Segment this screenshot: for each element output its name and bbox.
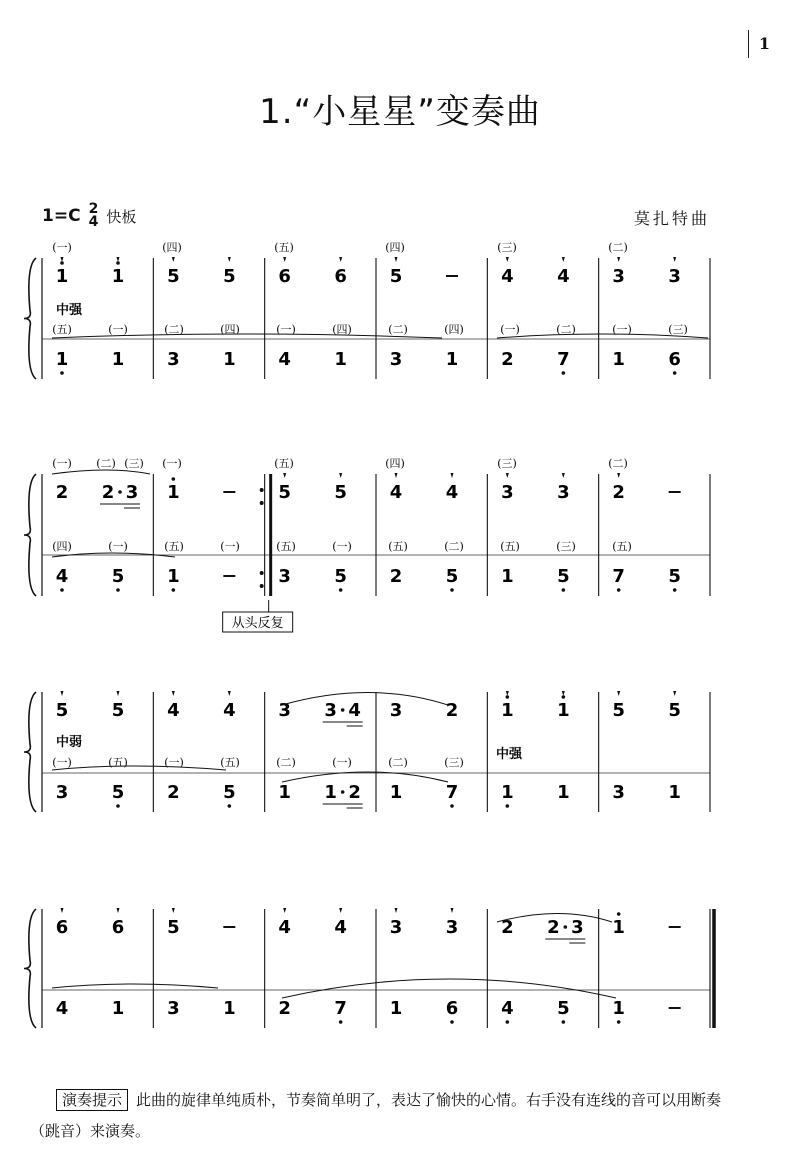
octave-down-dot bbox=[60, 371, 64, 375]
left-hand-note: 2 bbox=[389, 566, 403, 587]
left-hand-note: 3 bbox=[612, 782, 625, 803]
left-hand-note: 6 bbox=[445, 998, 459, 1019]
dynamic-marking: 中弱 bbox=[56, 735, 83, 750]
left-hand-fingering: (一) bbox=[52, 756, 72, 769]
right-hand-note: 4 bbox=[348, 700, 361, 721]
dotted-rhythm-dot bbox=[341, 790, 345, 794]
left-hand-fingering: (一) bbox=[612, 323, 632, 336]
octave-down-dot bbox=[228, 804, 232, 808]
left-hand-note: 1 bbox=[111, 349, 125, 370]
left-hand-note: 7 bbox=[557, 349, 570, 370]
staccato-mark bbox=[562, 691, 565, 696]
octave-down-dot bbox=[450, 588, 454, 592]
system-brace bbox=[24, 474, 36, 596]
staccato-mark bbox=[283, 257, 286, 262]
left-hand-fingering: (四) bbox=[332, 323, 352, 336]
tips-text: 此曲的旋律单纯质朴，节奏简单明了，表达了愉快的心情。右手没有连线的音可以用断奏（跳音）来演奏。 bbox=[30, 1091, 722, 1140]
left-hand-note: 5 bbox=[111, 566, 125, 587]
left-hand-note: 1 bbox=[501, 782, 514, 803]
right-hand-fingering: (二) bbox=[96, 457, 116, 470]
staccato-mark bbox=[506, 473, 509, 478]
staccato-mark bbox=[339, 908, 342, 913]
dynamic-marking: 中强 bbox=[56, 303, 83, 318]
right-hand-note: 3 bbox=[125, 482, 139, 503]
left-hand-note: 2 bbox=[278, 998, 291, 1019]
left-hand-note: 1 bbox=[501, 566, 514, 587]
right-hand-note: 4 bbox=[501, 266, 514, 287]
left-hand-fingering: (一) bbox=[500, 323, 520, 336]
right-hand-note: 1 bbox=[612, 917, 625, 938]
staccato-mark bbox=[506, 691, 509, 696]
right-hand-note: 3 bbox=[445, 917, 459, 938]
right-hand-fingering: (一) bbox=[52, 457, 72, 470]
left-hand-note: 7 bbox=[445, 782, 459, 803]
right-hand-note: 3 bbox=[501, 482, 514, 503]
right-hand-note: 6 bbox=[111, 917, 125, 938]
left-hand-fingering: (二) bbox=[388, 756, 408, 769]
right-hand-note: 6 bbox=[55, 917, 69, 938]
octave-down-dot bbox=[116, 804, 120, 808]
left-hand-fingering: (五) bbox=[276, 540, 296, 553]
slur bbox=[282, 772, 448, 782]
left-hand-fingering: (五) bbox=[164, 540, 184, 553]
octave-down-dot bbox=[172, 588, 176, 592]
right-hand-note: 4 bbox=[167, 700, 180, 721]
right-hand-note: 2 bbox=[101, 482, 115, 503]
left-hand-fingering: (四) bbox=[52, 540, 72, 553]
right-hand-note: 4 bbox=[334, 917, 347, 938]
staccato-mark bbox=[562, 473, 565, 478]
octave-down-dot bbox=[450, 804, 454, 808]
staccato-mark bbox=[617, 257, 620, 262]
octave-down-dot bbox=[562, 588, 566, 592]
left-hand-note: 3 bbox=[278, 566, 291, 587]
right-hand-fingering: (四) bbox=[162, 241, 182, 254]
octave-down-dot bbox=[506, 1020, 510, 1024]
right-hand-note: 5 bbox=[111, 700, 125, 721]
right-hand-fingering: (四) bbox=[385, 241, 405, 254]
system-brace bbox=[24, 692, 36, 812]
left-hand-fingering: (二) bbox=[556, 323, 576, 336]
right-hand-note: 4 bbox=[223, 700, 236, 721]
right-hand-note: 1 bbox=[55, 266, 69, 287]
left-hand-note: 1 bbox=[334, 349, 347, 370]
repeat-dot bbox=[260, 571, 264, 575]
repeat-dot bbox=[260, 584, 264, 588]
left-hand-note: 5 bbox=[668, 566, 681, 587]
repeat-dot bbox=[260, 488, 264, 492]
left-hand-note: 1 bbox=[389, 782, 403, 803]
left-hand-fingering: (二) bbox=[164, 323, 184, 336]
left-hand-fingering: (四) bbox=[220, 323, 240, 336]
right-hand-note: 4 bbox=[445, 482, 459, 503]
left-hand-note: 1 bbox=[324, 782, 337, 803]
right-hand-note: 2 bbox=[445, 700, 459, 721]
staccato-mark bbox=[61, 908, 64, 913]
left-hand-fingering: (三) bbox=[444, 756, 464, 769]
left-hand-fingering: (二) bbox=[276, 756, 296, 769]
performance-tips bbox=[30, 1085, 730, 1147]
right-hand-note: 2 bbox=[612, 482, 625, 503]
right-hand-note: 3 bbox=[612, 266, 625, 287]
right-hand-note: 1 bbox=[557, 700, 570, 721]
staccato-mark bbox=[117, 691, 120, 696]
time-top: 2 bbox=[88, 201, 99, 217]
left-hand-fingering: (三) bbox=[668, 323, 688, 336]
staccato-mark bbox=[562, 257, 565, 262]
staccato-mark bbox=[228, 691, 231, 696]
left-hand-note: 5 bbox=[557, 998, 570, 1019]
right-hand-fingering: (二) bbox=[608, 241, 628, 254]
left-hand-fingering: (五) bbox=[388, 540, 408, 553]
left-hand-note: 2 bbox=[501, 349, 514, 370]
octave-down-dot bbox=[617, 1020, 621, 1024]
left-hand-fingering: (二) bbox=[444, 540, 464, 553]
left-hand-note: 7 bbox=[612, 566, 625, 587]
page-title: 1.“小星星”变奏曲 bbox=[259, 92, 541, 132]
staccato-mark bbox=[451, 908, 454, 913]
dynamic-marking: 中强 bbox=[496, 747, 523, 762]
octave-down-dot bbox=[562, 1020, 566, 1024]
left-hand-note: 2 bbox=[167, 782, 180, 803]
tempo-marking: 快板 bbox=[106, 207, 137, 226]
right-hand-note: 2 bbox=[501, 917, 514, 938]
staccato-mark bbox=[451, 473, 454, 478]
right-hand-note: 6 bbox=[278, 266, 291, 287]
left-hand-note: 4 bbox=[55, 998, 69, 1019]
right-hand-note: 3 bbox=[389, 917, 403, 938]
left-hand-fingering: (一) bbox=[276, 323, 296, 336]
repeat-dot bbox=[260, 501, 264, 505]
left-hand-note: 4 bbox=[278, 349, 291, 370]
staccato-mark bbox=[228, 257, 231, 262]
right-hand-note: 3 bbox=[571, 917, 584, 938]
right-hand-note: 3 bbox=[324, 700, 337, 721]
left-hand-fingering: (五) bbox=[500, 540, 520, 553]
left-hand-note: 1 bbox=[55, 349, 69, 370]
staccato-mark bbox=[395, 257, 398, 262]
left-hand-fingering: (三) bbox=[556, 540, 576, 553]
left-hand-fingering: (一) bbox=[108, 323, 128, 336]
left-hand-note: 1 bbox=[445, 349, 459, 370]
slur bbox=[52, 984, 218, 988]
right-hand-fingering: (三) bbox=[124, 457, 144, 470]
dotted-rhythm-dot bbox=[341, 708, 345, 712]
right-hand-note: 3 bbox=[668, 266, 681, 287]
right-hand-note: 5 bbox=[334, 482, 347, 503]
right-hand-note: 4 bbox=[557, 266, 570, 287]
right-hand-note: 1 bbox=[167, 482, 180, 503]
octave-up-dot bbox=[617, 912, 621, 916]
left-hand-note: 1 bbox=[668, 782, 681, 803]
staccato-mark bbox=[172, 257, 175, 262]
left-hand-note: 5 bbox=[334, 566, 347, 587]
slur bbox=[282, 693, 448, 706]
left-hand-fingering: (一) bbox=[164, 756, 184, 769]
right-hand-note: 5 bbox=[668, 700, 681, 721]
octave-down-dot bbox=[339, 588, 343, 592]
left-hand-fingering: (一) bbox=[332, 540, 352, 553]
right-hand-note: 5 bbox=[167, 917, 180, 938]
staccato-mark bbox=[673, 691, 676, 696]
right-hand-note: 3 bbox=[278, 700, 291, 721]
staccato-mark bbox=[617, 473, 620, 478]
staccato-mark bbox=[617, 691, 620, 696]
left-hand-note: 1 bbox=[557, 782, 570, 803]
left-hand-note: 1 bbox=[223, 349, 236, 370]
octave-down-dot bbox=[617, 588, 621, 592]
dotted-rhythm-dot bbox=[118, 490, 122, 494]
tips-label: 演奏提示 bbox=[56, 1089, 128, 1111]
octave-down-dot bbox=[339, 1020, 343, 1024]
time-bottom: 4 bbox=[88, 214, 99, 230]
left-hand-fingering: (五) bbox=[108, 756, 128, 769]
left-hand-note: 1 bbox=[612, 349, 625, 370]
staccato-mark bbox=[506, 257, 509, 262]
left-hand-note: 1 bbox=[278, 782, 291, 803]
right-hand-fingering: (五) bbox=[274, 457, 294, 470]
staccato-mark bbox=[61, 257, 64, 262]
right-hand-note: 5 bbox=[612, 700, 625, 721]
left-hand-fingering: (一) bbox=[108, 540, 128, 553]
right-hand-note: 5 bbox=[223, 266, 236, 287]
left-hand-fingering: (五) bbox=[612, 540, 632, 553]
right-hand-note: 1 bbox=[111, 266, 125, 287]
left-hand-note: 1 bbox=[111, 998, 125, 1019]
staccato-mark bbox=[395, 473, 398, 478]
octave-down-dot bbox=[60, 588, 64, 592]
left-hand-fingering: (五) bbox=[52, 323, 72, 336]
right-hand-note: 3 bbox=[389, 700, 403, 721]
slur bbox=[52, 766, 226, 770]
staccato-mark bbox=[283, 473, 286, 478]
right-hand-note: 2 bbox=[55, 482, 69, 503]
slur bbox=[282, 979, 616, 998]
left-hand-note: 1 bbox=[167, 566, 180, 587]
octave-down-dot bbox=[562, 371, 566, 375]
left-hand-fingering: (二) bbox=[388, 323, 408, 336]
left-hand-note: 1 bbox=[223, 998, 236, 1019]
right-hand-note: 6 bbox=[334, 266, 347, 287]
left-hand-fingering: (一) bbox=[332, 756, 352, 769]
left-hand-note: 5 bbox=[445, 566, 459, 587]
left-hand-note: 5 bbox=[557, 566, 570, 587]
left-hand-note: 2 bbox=[348, 782, 361, 803]
octave-down-dot bbox=[116, 588, 120, 592]
staccato-mark bbox=[117, 257, 120, 262]
staccato-mark bbox=[172, 691, 175, 696]
key-label: 1=C bbox=[42, 206, 81, 226]
right-hand-fingering: (二) bbox=[608, 457, 628, 470]
right-hand-note: 4 bbox=[278, 917, 291, 938]
left-hand-note: 4 bbox=[55, 566, 69, 587]
repeat-label: 从头反复 bbox=[231, 616, 284, 631]
system-brace bbox=[24, 258, 36, 379]
octave-down-dot bbox=[673, 371, 677, 375]
left-hand-note: 6 bbox=[668, 349, 681, 370]
left-hand-note: 7 bbox=[334, 998, 347, 1019]
system-brace bbox=[24, 909, 36, 1028]
page-number: 1 bbox=[758, 34, 770, 53]
right-hand-fingering: (三) bbox=[497, 241, 517, 254]
staccato-mark bbox=[339, 257, 342, 262]
staccato-mark bbox=[339, 473, 342, 478]
slur bbox=[52, 470, 150, 474]
right-hand-fingering: (三) bbox=[497, 457, 517, 470]
right-hand-note: 5 bbox=[167, 266, 180, 287]
octave-down-dot bbox=[450, 1020, 454, 1024]
right-hand-note: 1 bbox=[501, 700, 514, 721]
right-hand-fingering: (一) bbox=[162, 457, 182, 470]
left-hand-note: 1 bbox=[389, 998, 403, 1019]
right-hand-fingering: (四) bbox=[385, 457, 405, 470]
left-hand-fingering: (四) bbox=[444, 323, 464, 336]
staccato-mark bbox=[395, 908, 398, 913]
left-hand-fingering: (五) bbox=[220, 756, 240, 769]
left-hand-note: 3 bbox=[389, 349, 403, 370]
octave-down-dot bbox=[673, 588, 677, 592]
left-hand-note: 1 bbox=[612, 998, 625, 1019]
right-hand-note: 5 bbox=[278, 482, 291, 503]
left-hand-fingering: (一) bbox=[220, 540, 240, 553]
right-hand-note: 5 bbox=[55, 700, 69, 721]
octave-up-dot bbox=[172, 477, 176, 481]
octave-down-dot bbox=[506, 804, 510, 808]
right-hand-note: 5 bbox=[389, 266, 403, 287]
left-hand-note: 3 bbox=[55, 782, 69, 803]
staccato-mark bbox=[61, 691, 64, 696]
left-hand-note: 4 bbox=[501, 998, 514, 1019]
left-hand-note: 3 bbox=[167, 349, 180, 370]
right-hand-note: 2 bbox=[547, 917, 560, 938]
right-hand-fingering: (五) bbox=[274, 241, 294, 254]
composer-credit: 莫扎特曲 bbox=[633, 209, 710, 228]
staccato-mark bbox=[117, 908, 120, 913]
right-hand-fingering: (一) bbox=[52, 241, 72, 254]
dotted-rhythm-dot bbox=[564, 925, 568, 929]
staccato-mark bbox=[172, 908, 175, 913]
right-hand-note: 3 bbox=[557, 482, 570, 503]
staccato-mark bbox=[283, 908, 286, 913]
staccato-mark bbox=[673, 257, 676, 262]
left-hand-note: 3 bbox=[167, 998, 180, 1019]
left-hand-note: 5 bbox=[111, 782, 125, 803]
left-hand-note: 5 bbox=[223, 782, 236, 803]
right-hand-note: 4 bbox=[389, 482, 403, 503]
